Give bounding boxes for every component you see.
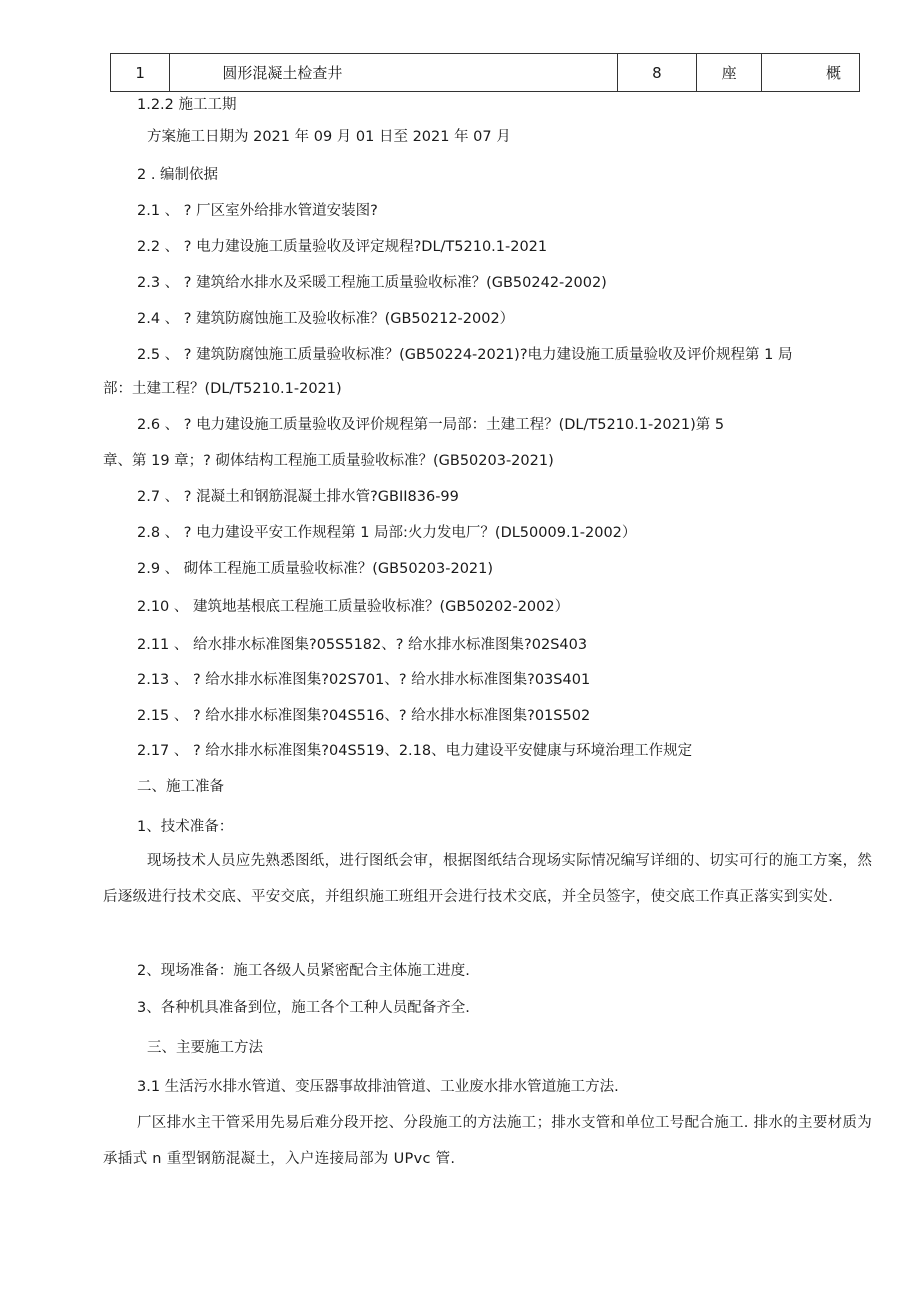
schedule-text: 方案施工日期为 2021 年 09 月 01 日至 2021 年 07 月 bbox=[147, 129, 511, 145]
basis-item: 2.13 、 ? 给水排水标准图集?02S701、? 给水排水标准图集?03S401 bbox=[137, 672, 591, 688]
method-text: 厂区排水主干管采用先易后难分段开挖、分段施工的方法施工；排水支管和单位工号配合施工. 排水的主要材质为承插式 n 重型钢筋混凝土，入户连接局部为 UPvc 管. bbox=[103, 1115, 873, 1167]
machine-prep: 3、各种机具准备到位，施工各个工种人员配备齐全. bbox=[137, 1000, 470, 1016]
basis-item: 部：土建工程？(DL/T5210.1-2021) bbox=[103, 381, 342, 397]
method-heading: 三、主要施工方法 bbox=[147, 1040, 263, 1056]
schedule-heading: 1.2.2 施工工期 bbox=[137, 97, 237, 113]
basis-item: 2.1 、 ? 厂区室外给排水管道安装图? bbox=[137, 203, 378, 219]
basis-item: 2.2 、 ? 电力建设施工质量验收及评定规程?DL/T5210.1-2021 bbox=[137, 239, 548, 255]
basis-item: 章、第 19 章；? 砌体结构工程施工质量验收标准？(GB50203-2021) bbox=[103, 453, 554, 469]
basis-item: 2.6 、 ? 电力建设施工质量验收及评价规程第一局部：土建工程？(DL/T5210.1-2021)第 5 bbox=[137, 417, 725, 433]
basis-item: 2.5 、 ? 建筑防腐蚀施工质量验收标准？(GB50224-2021)?电力建设施工质量验收及评价规程第 1 局 bbox=[137, 347, 793, 363]
site-prep: 2、现场准备：施工各级人员紧密配合主体施工进度. bbox=[137, 963, 470, 979]
basis-item: 2.10 、 建筑地基根底工程施工质量验收标准？(GB50202-2002） bbox=[137, 599, 570, 615]
basis-item: 2.17 、 ? 给水排水标准图集?04S519、2.18、电力建设平安健康与环境治理工作规定 bbox=[137, 743, 693, 759]
cell-unit: 座 bbox=[696, 54, 761, 92]
cell-name: 圆形混凝土检查井 bbox=[170, 54, 617, 92]
cell-qty: 8 bbox=[617, 54, 696, 92]
method-sub-heading: 3.1 生活污水排水管道、变压器事故排油管道、工业废水排水管道施工方法. bbox=[137, 1079, 619, 1095]
cell-note: 概 bbox=[762, 54, 860, 92]
prep-heading: 二、施工准备 bbox=[137, 779, 224, 795]
tech-prep-text: 现场技术人员应先熟悉图纸，进行图纸会审，根据图纸结合现场实际情况编写详细的、切实可行的施工方案，然后逐级进行技术交底、平安交底，并组织施工班组开会进行技术交底，并全员签字，使交底工作真正落实到实处. bbox=[103, 853, 873, 905]
basis-item: 2.8 、 ? 电力建设平安工作规程第 1 局部:火力发电厂？(DL50009.1-2002） bbox=[137, 525, 637, 541]
basis-item: 2.7 、 ? 混凝土和钢筋混凝土排水管?GBII836-99 bbox=[137, 489, 459, 505]
basis-item: 2.15 、 ? 给水排水标准图集?04S516、? 给水排水标准图集?01S502 bbox=[137, 708, 591, 724]
basis-item: 2.3 、 ? 建筑给水排水及采暖工程施工质量验收标准？(GB50242-2002) bbox=[137, 275, 607, 291]
quantity-table bbox=[110, 53, 860, 92]
basis-item: 2.4 、 ? 建筑防腐蚀施工及验收标准？(GB50212-2002） bbox=[137, 311, 515, 327]
basis-item: 2.9 、 砌体工程施工质量验收标准？(GB50203-2021) bbox=[137, 561, 494, 577]
cell-no: 1 bbox=[111, 54, 170, 92]
basis-item: 2.11 、 给水排水标准图集?05S5182、? 给水排水标准图集?02S403 bbox=[137, 637, 588, 653]
basis-heading: 2 . 编制依据 bbox=[137, 167, 219, 183]
tech-prep-heading: 1、技术准备： bbox=[137, 819, 234, 835]
table-row bbox=[111, 54, 860, 92]
